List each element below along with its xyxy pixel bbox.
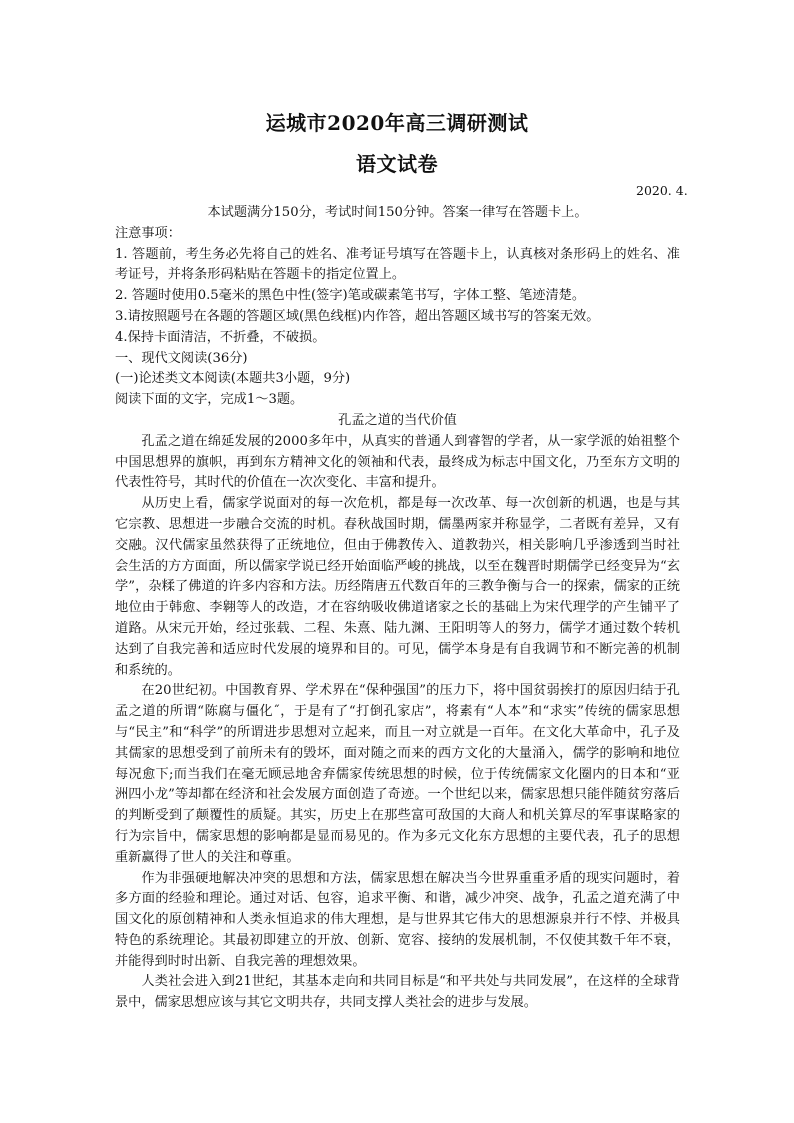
article-paragraph: 孔孟之道在绵延发展的2000多年中，从真实的普通人到睿智的学者，从一家学派的始祖整个中国思想界的旗帜，再到东方精神文化的领袖和代表，最终成为标志中国文化，乃至东方文明的代表性符号，其时代的价值在一次次变化、丰富和提升。 [115,433,680,491]
exam-subtitle: 语文试卷 [356,152,438,176]
article-paragraph: 在20世纪初。中国教育界、学术界在“保种强国”的压力下，将中国贫弱挨打的原因归结于孔孟之道的所谓“陈腐与僵化˝，于是有了“打倒孔家店”，将素有“人本”和“求实”传统的儒家思想与“民主”和“科学”的所谓进步思想对立起来，而且一对立就是一百年。在文化大革命中，孔子及其儒家的思想受到了前所未有的毁坏，面对随之而来的西方文化的大量涌入，儒学的影响和地位每况愈下;而当我们在毫无顾忌地舍弃儒家传统思想的时候，位于传统儒家文化圈内的日本和“亚洲四小龙”等却都在经济和社会发展方面创造了奇迹。一个世纪以来，儒家思想只能伴随贫穷落后的判断受到了颠覆性的质疑。其实，历史上在那些富可敌国的大商人和机关算尽的军事谋略家的行为宗旨中，儒家思想的影响都是显而易见的。作为多元文化东方思想的主要代表，孔子的思想重新赢得了世人的关注和尊重。 [115,683,680,865]
exam-date: 2020. 4. [636,183,688,198]
exam-body [115,203,680,1014]
note-item: 1. 答题前，考生务必先将自己的姓名、准考证号填写在答题卡上，认真核对条形码上的姓名、准考证号，并将条形码粘贴在答题卡的指定位置上。 [115,246,680,283]
note-item: 3.请按照题号在各题的答题区域(黑色线框)内作答，超出答题区域书写的答案无效。 [115,308,600,324]
article-paragraph: 作为非强硬地解决冲突的思想和方法，儒家思想在解决当今世界重重矛盾的现实问题时，着多方面的经验和理论。通过对话、包容，追求平衡、和谐，减少冲突、战争，孔孟之道充满了中国文化的原创精神和人类永恒追求的伟大理想，是与世界其它伟大的思想源泉并行不悖、并极具特色的系统理论。其最初即建立的开放、创新、宽容、接纳的发展机制，不仅使其数千年不衰，并能得到时时出新、自我完善的理想效果。 [115,870,680,969]
note-item: 2. 答题时使用0.5毫米的黑色中性(签字)笔或碳素笔书写，字体工整、笔迹清楚。 [115,288,586,304]
exam-intro: 本试题满分150分，考试时间150分钟。答案一律写在答题卡上。 [207,205,588,220]
article-paragraph: 人类社会进入到21世纪，其基本走向和共同目标是“和平共处与共同发展”，在这样的全球背景中，儒家思想应该与其它文明共存，共同支撑人类社会的进步与发展。 [115,974,680,1011]
subsection-heading: (一)论述类文本阅读(本题共3小题，9分) [115,371,351,387]
section-heading: 一、现代文阅读(36分) [115,350,248,366]
reading-prompt: 阅读下面的文字，完成1～3题。 [115,392,304,408]
note-item: 4.保持卡面清洁，不折叠，不破损。 [115,329,326,345]
article-paragraph: 从历史上看，儒家学说面对的每一次危机，都是每一次改革、每一次创新的机遇，也是与其它宗教、思想进一步融合交流的时机。春秋战国时期，儒墨两家并称显学，二者既有差异，又有交融。汉代儒家虽然获得了正统地位，但由于佛教传入、道教勃兴，相关影响几乎渗透到当时社会生活的方方面面，所以儒家学说已经开始面临严峻的挑战，以至在魏晋时期儒学已经变异为“玄学”，杂糅了佛道的许多内容和方法。历经隋唐五代数百年的三教争衡与合一的探索，儒家的正统地位由于韩愈、李翱等人的改造，才在容纳吸收佛道诸家之长的基础上为宋代理学的产生铺平了道路。从宋元开始，经过张载、二程、朱熹、陆九渊、王阳明等人的努力，儒学才通过数个转机达到了自我完善和适应时代发展的境界和目的。可见，儒学本身是有自我调节和不断完善的机制和系统的。 [115,496,680,678]
notes-heading: 注意事项： [115,225,181,241]
article-title: 孔孟之道的当代价值 [338,412,457,428]
exam-title: 运城市2020年高三调研测试 [265,111,529,135]
